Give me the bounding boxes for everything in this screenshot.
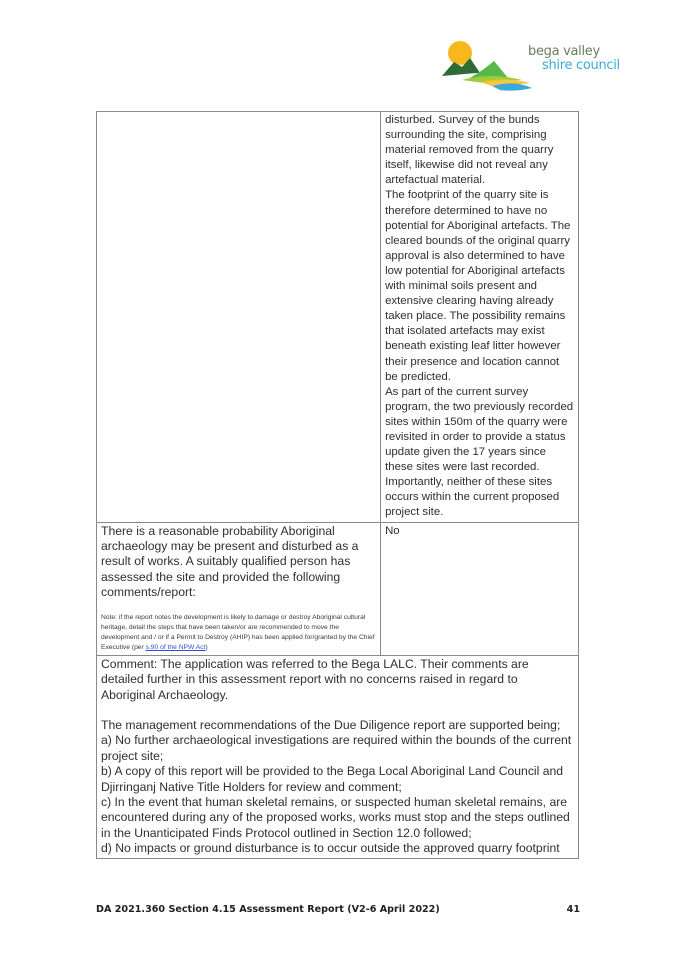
recommendation-c: c) In the event that human skeletal remains, or suspected human skeletal remains, are encountered during any of the proposed works, works must stop and the steps outlined in the Unanticipated Finds Protocol outlined in Section 12.0 followed; <box>101 795 570 840</box>
probability-statement: There is a reasonable probability Aboriginal archaeology may be present and disturbed as a result of works. A suitably qualified person has assessed the site and provided the following comments/report: <box>101 523 359 600</box>
note-prefix: Note: if the report notes the development is likely to damage or destroy Aboriginal cultural heritage, detail the steps that have been taken/or are recommended to move the development and / or if a Permit to Destroy (AHIP) has been applied for/granted by the Chief Executive (per <box>101 613 375 652</box>
landscape-logo-icon <box>440 36 532 92</box>
row1-right-cell <box>381 112 579 523</box>
comment-text: Comment: The application was referred to the Bega LALC. Their comments are detailed further in this assessment report with no concerns raised in regard to Aboriginal Archaeology. <box>101 656 529 702</box>
recommendations-intro: The management recommendations of the Due Diligence report are supported being; <box>101 717 561 732</box>
recommendation-a: a) No further archaeological investigations are required within the bounds of the current project site; <box>101 733 572 763</box>
page-footer <box>96 904 580 915</box>
row2-right-cell: No <box>381 522 579 655</box>
council-logo <box>440 36 640 92</box>
row1-left-cell <box>97 112 381 523</box>
table-row <box>97 655 579 858</box>
table-row <box>97 112 579 523</box>
logo-line-1: bega valley <box>528 44 600 59</box>
survey-paragraph-1: disturbed. Survey of the bunds surrounding the site, comprising material removed from the quarry itself, likewise did not reveal any artefactual material. <box>385 114 554 187</box>
footer-title: DA 2021.360 Section 4.15 Assessment Report (V2-6 April 2022) <box>96 904 440 915</box>
row3-comment-cell <box>97 655 579 858</box>
recommendation-b: b) A copy of this report will be provided to the Bega Local Aboriginal Land Council and Djirringanj Native Title Holders for review and comment; <box>101 764 564 794</box>
recommendation-d: d) No impacts or ground disturbance is to occur outside the approved quarry footprint <box>101 841 560 856</box>
survey-paragraph-2: The footprint of the quarry site is therefore determined to have no potential for Aboriginal artefacts. The cleared bounds of the original quarry approval is also determined to have low potential for Aboriginal artefacts with minimal soils present and extensive clearing having already taken place. The possibility remains that isolated artefacts may exist beneath existing leaf litter however their presence and location cannot be predicted. <box>385 189 571 383</box>
logo-wordmark <box>528 45 620 73</box>
note-text <box>101 613 376 654</box>
row2-left-cell <box>97 522 381 655</box>
survey-paragraph-3: As part of the current survey program, the two previously recorded sites within 150m of the quarry were revisited in order to provide a status update given the 17 years since these sites were last recorded. Importantly, neither of these sites occurs within the current proposed project site. <box>385 385 574 519</box>
page-number: 41 <box>566 904 580 915</box>
npw-act-link[interactable]: s.90 of the NPW Act <box>145 644 206 652</box>
logo-line-2: shire council <box>542 58 620 73</box>
table-row <box>97 522 579 655</box>
note-suffix: ) <box>205 644 208 652</box>
assessment-table <box>96 111 579 859</box>
